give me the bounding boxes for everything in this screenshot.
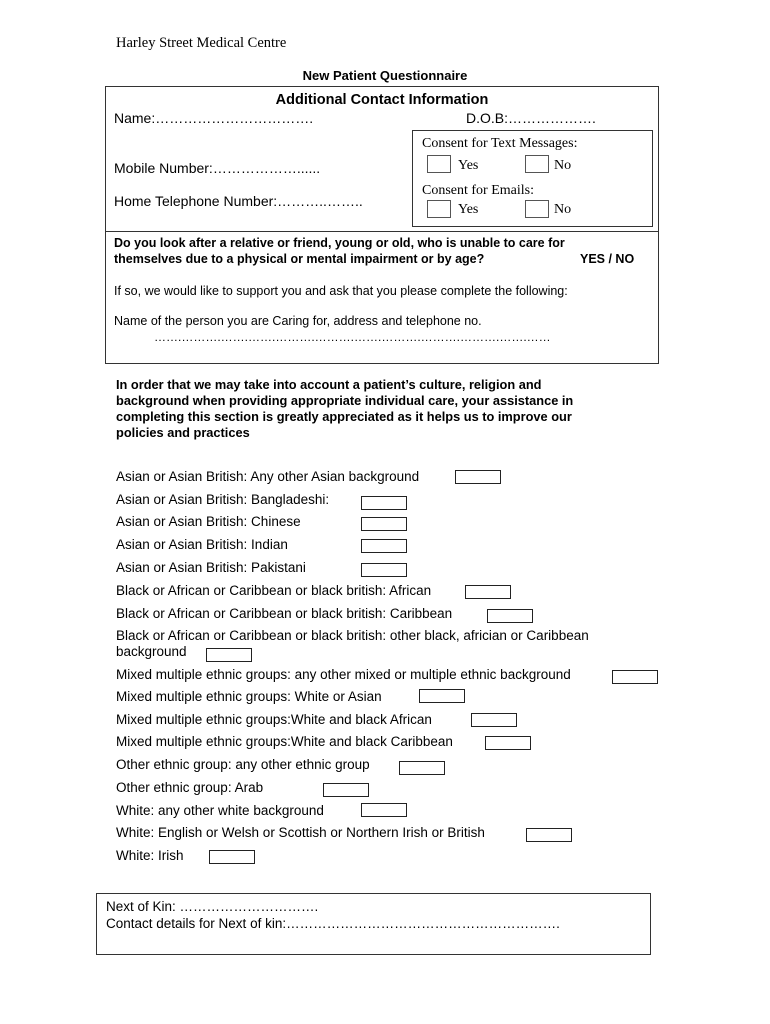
ethnicity-option-label: Other ethnic group: any other ethnic group (116, 757, 370, 772)
consent-email-yes-checkbox[interactable] (427, 200, 451, 218)
consent-text-no-label: No (554, 158, 572, 173)
ethnicity-option-label: Black or African or Caribbean or black british: Caribbean (116, 606, 453, 621)
home-telephone-field[interactable]: Home Telephone Number:………..…….. (114, 193, 363, 209)
consent-text-no-checkbox[interactable] (525, 155, 549, 173)
consent-email-no-checkbox[interactable] (525, 200, 549, 218)
ethnicity-indian-checkbox[interactable] (361, 539, 407, 553)
ethnicity-white-british-checkbox[interactable] (526, 828, 572, 842)
ethnicity-white-asian-checkbox[interactable] (419, 689, 465, 703)
ethnicity-option-label: Asian or Asian British: Bangladeshi: (116, 492, 330, 507)
ethnicity-option-label: Mixed multiple ethnic groups: White or Asian (116, 689, 382, 704)
carer-support-text: If so, we would like to support you and ask that you please complete the following: (114, 284, 568, 298)
ethnicity-option-label-cont: background (116, 644, 187, 659)
carer-yes-no[interactable]: YES / NO (580, 252, 635, 266)
caring-for-label: Name of the person you are Caring for, address and telephone no. (114, 314, 482, 328)
dob-field[interactable]: D.O.B:………………. (466, 110, 596, 126)
ethnicity-option-label: Mixed multiple ethnic groups:White and black African (116, 712, 432, 727)
ethnicity-option-label: White: any other white background (116, 803, 324, 818)
consent-email-yes-label: Yes (458, 202, 479, 217)
ethnicity-option-label: Other ethnic group: Arab (116, 780, 264, 795)
mobile-field[interactable]: Mobile Number:………………...... (114, 160, 321, 176)
ethnicity-option-label: Asian or Asian British: Indian (116, 537, 288, 552)
ethnicity-option-label: White: Irish (116, 848, 184, 863)
ethnicity-intro-line3: completing this section is greatly appreciated as it helps us to improve our (116, 409, 572, 424)
ethnicity-other-black-checkbox[interactable] (206, 648, 252, 662)
ethnicity-chinese-checkbox[interactable] (361, 517, 407, 531)
consent-text-label: Consent for Text Messages: (422, 136, 578, 151)
ethnicity-pakistani-checkbox[interactable] (361, 563, 407, 577)
consent-text-yes-checkbox[interactable] (427, 155, 451, 173)
ethnicity-white-black-african-checkbox[interactable] (471, 713, 517, 727)
form-title: New Patient Questionnaire (302, 68, 468, 83)
carer-question-line1: Do you look after a relative or friend, young or old, who is unable to care for (114, 236, 565, 250)
caring-for-field[interactable]: …….……….…….…….……….……….…….……….……….……….…….…… (154, 330, 551, 344)
ethnicity-asian-other-checkbox[interactable] (455, 470, 501, 484)
ethnicity-option-label: Asian or Asian British: Pakistani (116, 560, 306, 575)
ethnicity-other-any-checkbox[interactable] (399, 761, 445, 775)
ethnicity-intro-line4: policies and practices (116, 425, 250, 440)
ethnicity-option-label: Asian or Asian British: Any other Asian background (116, 469, 420, 484)
ethnicity-white-irish-checkbox[interactable] (209, 850, 255, 864)
ethnicity-white-black-caribbean-checkbox[interactable] (485, 736, 531, 750)
contact-section-title: Additional Contact Information (275, 92, 489, 108)
ethnicity-option-label: Asian or Asian British: Chinese (116, 514, 301, 529)
ethnicity-bangladeshi-checkbox[interactable] (361, 496, 407, 510)
ethnicity-intro-line1: In order that we may take into account a patient’s culture, religion and (116, 377, 542, 392)
ethnicity-option-label: Black or African or Caribbean or black british: other black, africian or Caribbean (116, 628, 589, 643)
name-field[interactable]: Name:……………………………. (114, 110, 314, 126)
ethnicity-arab-checkbox[interactable] (323, 783, 369, 797)
ethnicity-option-label: White: English or Welsh or Scottish or Northern Irish or British (116, 825, 485, 840)
ethnicity-option-label: Mixed multiple ethnic groups:White and black Caribbean (116, 734, 453, 749)
ethnicity-mixed-other-checkbox[interactable] (612, 670, 658, 684)
carer-question-line2: themselves due to a physical or mental impairment or by age? (114, 252, 485, 266)
ethnicity-option-label: Black or African or Caribbean or black british: African (116, 583, 432, 598)
ethnicity-intro-line2: background when providing appropriate individual care, your assistance in (116, 393, 574, 408)
ethnicity-caribbean-checkbox[interactable] (487, 609, 533, 623)
consent-text-yes-label: Yes (458, 158, 479, 173)
next-of-kin-contact-field[interactable]: Contact details for Next of kin:……………………………………………………. (106, 916, 560, 931)
consent-email-no-label: No (554, 202, 572, 217)
practice-name: Harley Street Medical Centre (116, 35, 287, 51)
next-of-kin-field[interactable]: Next of Kin: …………………………. (106, 899, 319, 914)
ethnicity-african-checkbox[interactable] (465, 585, 511, 599)
ethnicity-white-other-checkbox[interactable] (361, 803, 407, 817)
consent-email-label: Consent for Emails: (422, 183, 534, 198)
ethnicity-option-label: Mixed multiple ethnic groups: any other mixed or multiple ethnic background (116, 667, 571, 682)
